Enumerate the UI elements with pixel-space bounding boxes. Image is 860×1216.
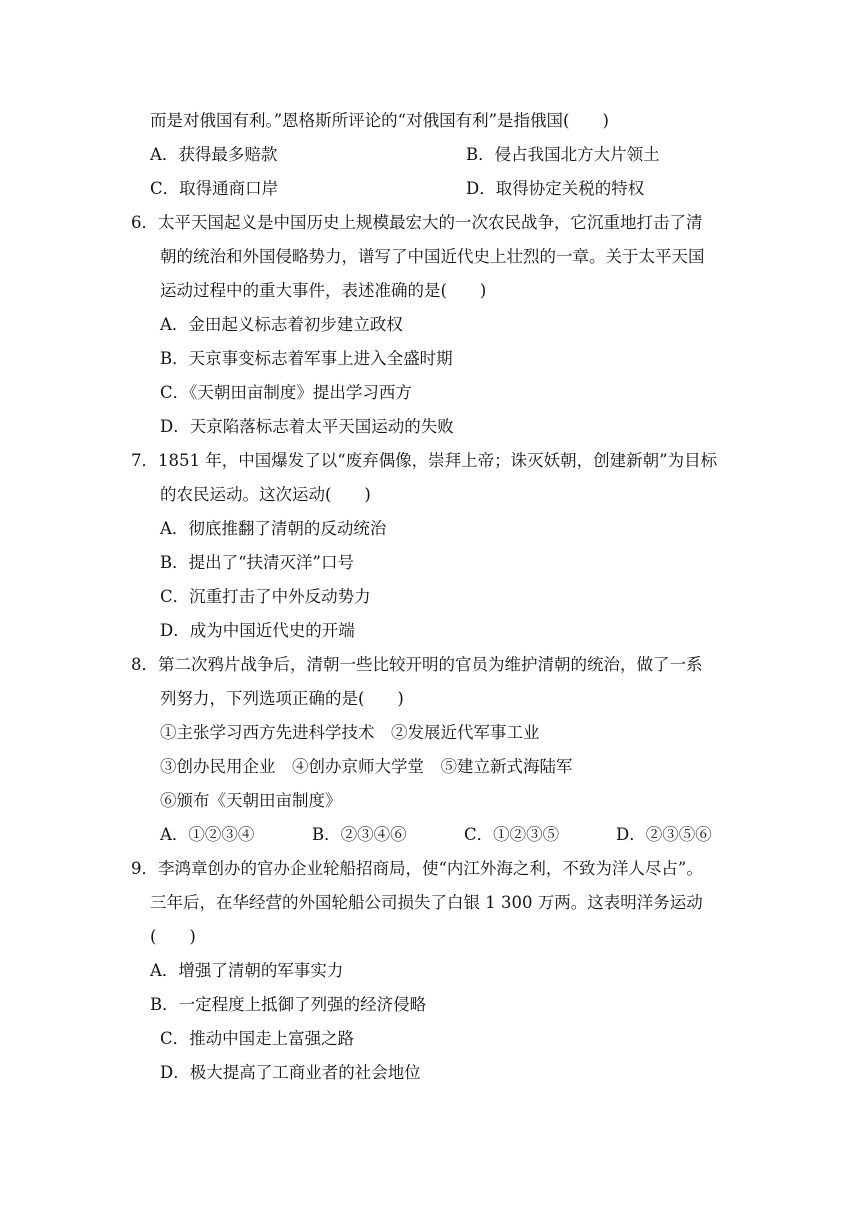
q8-option-a: A．①②③④ bbox=[160, 825, 255, 844]
q7-option-d: D．成为中国近代史的开端 bbox=[160, 621, 355, 640]
q6-option-d: D．天京陷落标志着太平天国运动的失败 bbox=[160, 417, 454, 436]
q5-option-a: A．获得最多赔款 bbox=[150, 145, 278, 164]
q8-option-d: D．②③⑤⑥ bbox=[616, 825, 712, 844]
q9-option-b: B．一定程度上抵御了列强的经济侵略 bbox=[150, 995, 427, 1014]
q9-stem-line-1: 9．李鸿章创办的官办企业轮船招商局，使“内江外海之利，不致为洋人尽占”。 bbox=[131, 859, 703, 878]
q8-items-line-3: ⑥颁布《天朝田亩制度》 bbox=[160, 791, 342, 810]
q6-option-b: B．天京事变标志着军事上进入全盛时期 bbox=[160, 349, 453, 368]
q5-stem-tail: 而是对俄国有利。”恩格斯所评论的“对俄国有利”是指俄国( ) bbox=[150, 111, 609, 130]
q7-stem-line-2: 的农民运动。这次运动( ) bbox=[160, 485, 371, 504]
q6-option-a: A．金田起义标志着初步建立政权 bbox=[160, 315, 403, 334]
q9-option-d: D．极大提高了工商业者的社会地位 bbox=[160, 1063, 421, 1082]
q7-stem-line-1: 7．1851 年，中国爆发了以“废弃偶像，崇拜上帝；诛灭妖朝，创建新朝”为目标 bbox=[131, 451, 718, 470]
q8-option-c: C．①②③⑤ bbox=[464, 825, 560, 844]
q5-option-d: D．取得协定关税的特权 bbox=[466, 179, 645, 198]
q9-stem-line-3: ( ) bbox=[150, 927, 196, 946]
q7-option-b: B．提出了“扶清灭洋”口号 bbox=[160, 553, 354, 572]
q9-stem-line-2: 三年后，在华经营的外国轮船公司损失了白银 1 300 万两。这表明洋务运动 bbox=[150, 893, 703, 912]
q8-items-line-1: ①主张学习西方先进科学技术 ②发展近代军事工业 bbox=[160, 723, 540, 742]
q6-stem-line-2: 朝的统治和外国侵略势力，谱写了中国近代史上壮烈的一章。关于太平天国 bbox=[160, 247, 705, 266]
q8-stem-line-1: 8．第二次鸦片战争后，清朝一些比较开明的官员为维护清朝的统治，做了一系 bbox=[131, 655, 703, 674]
q8-stem-line-2: 列努力，下列选项正确的是( ) bbox=[160, 689, 404, 708]
q7-option-c: C．沉重打击了中外反动势力 bbox=[160, 587, 371, 606]
q5-option-c: C．取得通商口岸 bbox=[150, 179, 279, 198]
q5-option-b: B．侵占我国北方大片领土 bbox=[466, 145, 660, 164]
q6-stem-line-1: 6．太平天国起义是中国历史上规模最宏大的一次农民战争，它沉重地打击了清 bbox=[131, 213, 703, 232]
q9-option-a: A．增强了清朝的军事实力 bbox=[150, 961, 344, 980]
q8-items-line-2: ③创办民用企业 ④创办京师大学堂 ⑤建立新式海陆军 bbox=[160, 757, 573, 776]
q6-option-c: C．《天朝田亩制度》提出学习西方 bbox=[160, 383, 412, 402]
q8-option-b: B．②③④⑥ bbox=[312, 825, 407, 844]
q6-stem-line-3: 运动过程中的重大事件，表述准确的是( ) bbox=[160, 281, 487, 300]
q7-option-a: A．彻底推翻了清朝的反动统治 bbox=[160, 519, 387, 538]
q9-option-c: C．推动中国走上富强之路 bbox=[160, 1029, 355, 1048]
